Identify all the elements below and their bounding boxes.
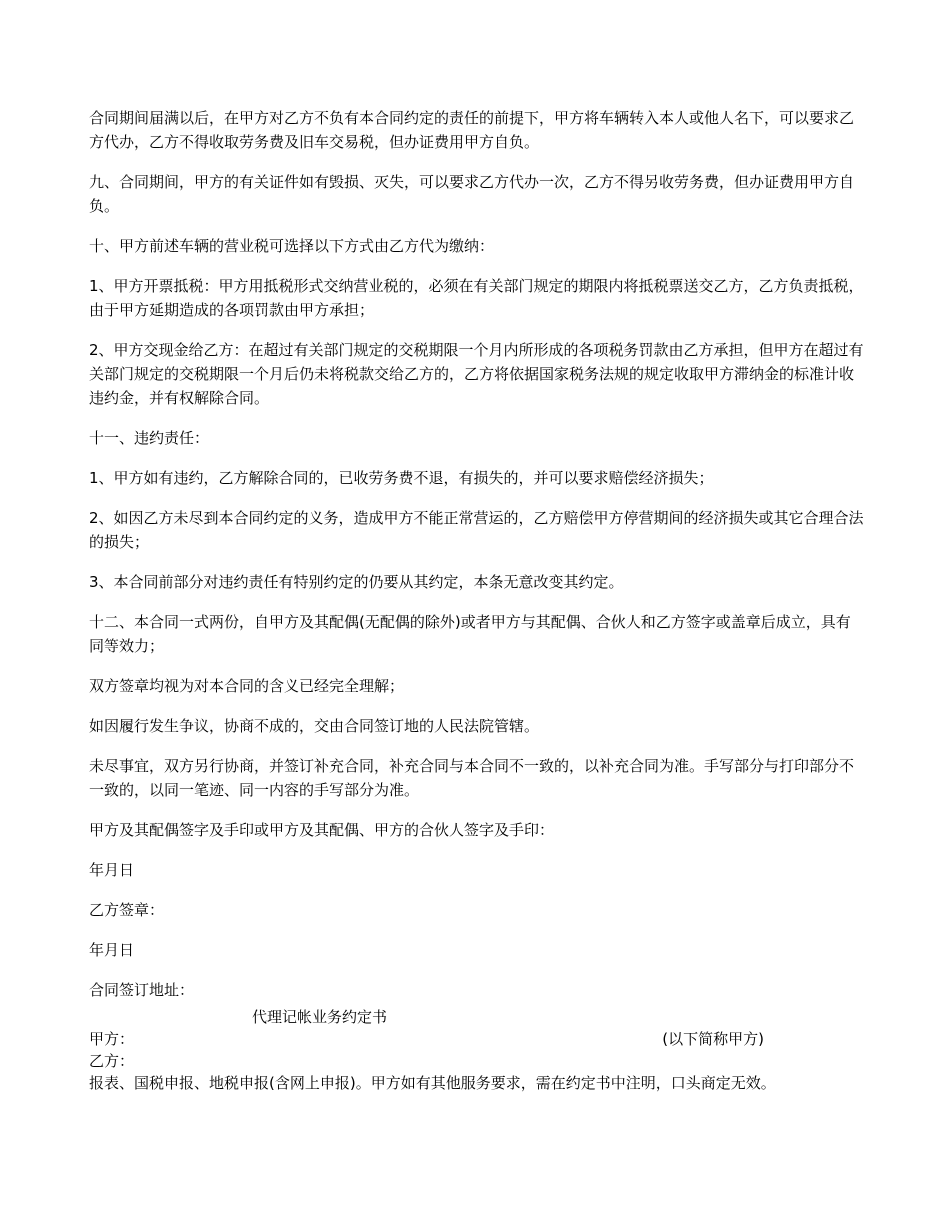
paragraph: 九、合同期间，甲方的有关证件如有毁损、灭失，可以要求乙方代办一次，乙方不得另收劳务费，但办证费用甲方自负。 — [89, 173, 855, 215]
date-line: 年月日 — [89, 861, 135, 879]
paragraph: 十、甲方前述车辆的营业税可选择以下方式由乙方代为缴纳： — [89, 237, 495, 255]
second-doc-title: 代理记帐业务约定书 — [252, 1008, 388, 1026]
paragraph: 甲方及其配偶签字及手印或甲方及其配偶、甲方的合伙人签字及手印： — [89, 821, 555, 839]
signature-label: 乙方签章： — [89, 901, 165, 919]
paragraph: 1、甲方如有违约，乙方解除合同的，已收劳务费不退，有损失的，并可以要求赔偿经济损失； — [89, 469, 714, 487]
party-a-line — [89, 1028, 864, 1050]
paragraph: 十二、本合同一式两份，自甲方及其配偶(无配偶的除外)或者甲方与其配偶、合伙人和乙方签字或盖章后成立，具有同等效力； — [89, 613, 851, 655]
service-terms-line: 报表、国税申报、地税申报(含网上申报)。甲方如有其他服务要求，需在约定书中注明，口头商定无效。 — [89, 1074, 776, 1092]
paragraph: 未尽事宜，双方另行协商，并签订补充合同，补充合同与本合同不一致的，以补充合同为准。手写部分与打印部分不一致的，以同一笔迹、同一内容的手写部分为准。 — [89, 757, 855, 799]
date-line: 年月日 — [89, 941, 135, 959]
party-b-label: 乙方： — [89, 1052, 135, 1070]
paragraph: 1、甲方开票抵税：甲方用抵税形式交纳营业税的，必须在有关部门规定的期限内将抵税票送交乙方，乙方负责抵税，由于甲方延期造成的各项罚款由甲方承担； — [89, 277, 864, 319]
paragraph: 2、如因乙方未尽到本合同约定的义务，造成甲方不能正常营运的，乙方赔偿甲方停营期间的经济损失或其它合理合法的损失； — [89, 509, 864, 551]
party-a-label: 甲方： — [89, 1030, 135, 1048]
party-a-note: (以下简称甲方) — [662, 1030, 764, 1048]
paragraph: 十一、违约责任： — [89, 429, 210, 447]
document-page — [89, 106, 864, 1094]
paragraph: 2、甲方交现金给乙方：在超过有关部门规定的交税期限一个月内所形成的各项税务罚款由乙方承担，但甲方在超过有关部门规定的交税期限一个月后仍未将税款交给乙方的，乙方将依据国家税务法规的规定收取甲方滞纳金的标准计收违约金，并有权解除合同。 — [89, 341, 864, 407]
paragraph: 双方签章均视为对本合同的含义已经完全理解； — [89, 677, 405, 695]
paragraph: 如因履行发生争议，协商不成的，交由合同签订地的人民法院管辖。 — [89, 717, 540, 735]
paragraph: 3、本合同前部分对违约责任有特别约定的仍要从其约定，本条无意改变其约定。 — [89, 573, 624, 591]
paragraph: 合同期间届满以后，在甲方对乙方不负有本合同约定的责任的前提下，甲方将车辆转入本人或他人名下，可以要求乙方代办，乙方不得收取劳务费及旧车交易税，但办证费用甲方自负。 — [89, 109, 855, 151]
address-label: 合同签订地址： — [89, 981, 195, 999]
